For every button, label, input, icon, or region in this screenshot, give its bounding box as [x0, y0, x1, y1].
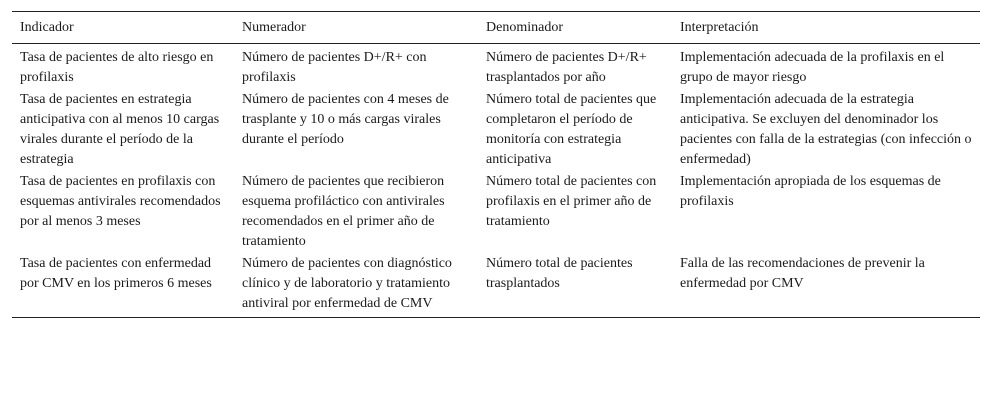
indicators-table — [12, 11, 980, 318]
cell-indicador: Tasa de pacientes en estrategia anticipativa con al menos 10 cargas virales durante el período de la estrategia — [20, 92, 220, 167]
header-interpretacion: Interpretación — [672, 12, 980, 44]
cell-interpretacion: Implementación adecuada de la profilaxis en el grupo de mayor riesgo — [680, 50, 945, 85]
cell-denominador: Número total de pacientes que completaron el período de monitoría con estrategia anticipativa — [486, 92, 657, 167]
cell-indicador: Tasa de pacientes de alto riesgo en profilaxis — [20, 50, 214, 85]
header-denominador: Denominador — [478, 12, 672, 44]
header-indicador: Indicador — [12, 12, 234, 44]
cell-numerador: Número de pacientes con diagnóstico clínico y de laboratorio y tratamiento antiviral por enfermedad de CMV — [234, 252, 478, 318]
cell-denominador: Número total de pacientes trasplantados — [478, 252, 672, 318]
cell-denominador: Número total de pacientes con profilaxis en el primer año de tratamiento — [486, 174, 657, 229]
table-body — [12, 44, 980, 318]
cell-numerador: Número de pacientes con 4 meses de trasplante y 10 o más cargas virales durante el período — [242, 92, 449, 147]
cell-interpretacion: Implementación apropiada de los esquemas de profilaxis — [680, 174, 941, 209]
indicators-table-container — [12, 11, 980, 318]
table-row — [12, 88, 980, 170]
table-row — [12, 252, 980, 318]
table-header — [12, 12, 980, 44]
cell-interpretacion: Falla de las recomendaciones de prevenir la enfermedad por CMV — [672, 252, 980, 318]
cell-interpretacion: Implementación adecuada de la estrategia anticipativa. Se excluyen del denominador los pacientes con falla de la estrategias (con infección o enfermedad) — [680, 92, 972, 167]
table-row — [12, 170, 980, 252]
header-row — [12, 12, 980, 44]
cell-denominador: Número de pacientes D+/R+ trasplantados por año — [486, 50, 647, 85]
cell-numerador: Número de pacientes D+/R+ con profilaxis — [242, 50, 427, 85]
cell-indicador: Tasa de pacientes en profilaxis con esquemas antivirales recomendados por al menos 3 meses — [20, 174, 221, 229]
cell-numerador: Número de pacientes que recibieron esquema profiláctico con antivirales recomendados en el primer año de tratamiento — [242, 174, 445, 249]
header-numerador: Numerador — [234, 12, 478, 44]
cell-indicador: Tasa de pacientes con enfermedad por CMV en los primeros 6 meses — [12, 252, 234, 318]
table-row — [12, 44, 980, 89]
